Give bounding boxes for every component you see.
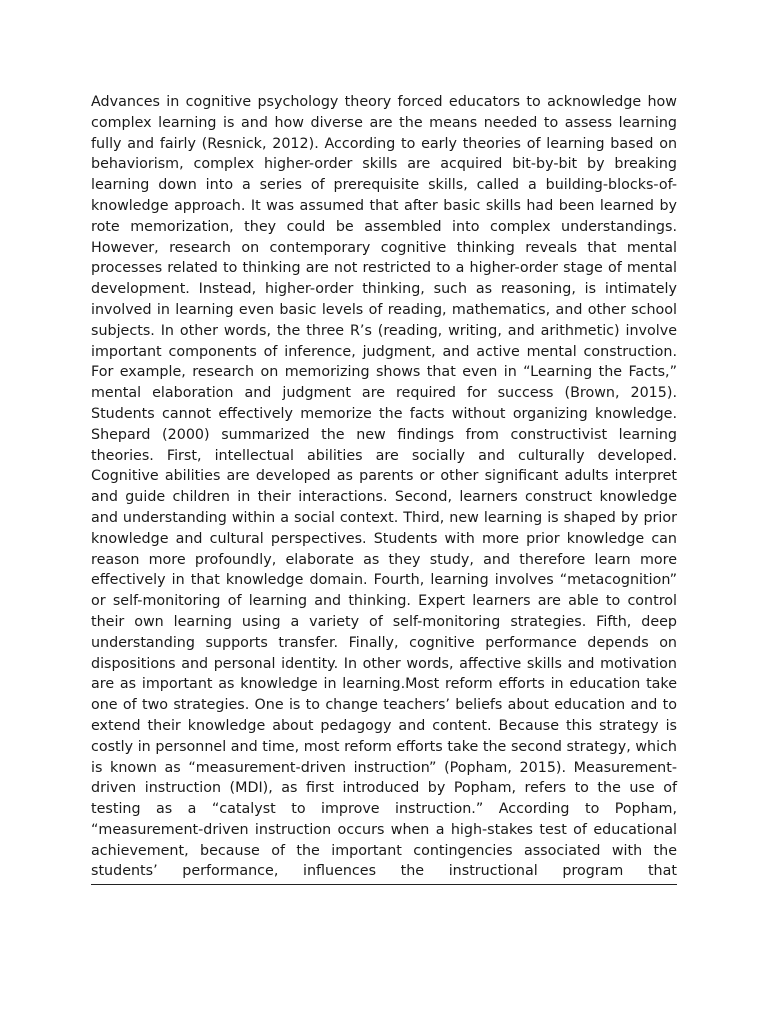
body-paragraph: Advances in cognitive psychology theory forced educators to acknowledge how complex learning is and how diverse are the means needed to assess learning fully and fairly (Resnick, 2012). According to early theories of learning based on behaviorism, complex higher-order skills are acquired bit-by-bit by breaking learning down into a series of prerequisite skills, called a building-blocks-of-knowledge approach. It was assumed that after basic skills had been learned by rote memorization, they could be assembled into complex understandings. However, research on contemporary cognitive thinking reveals that mental processes related to thinking are not restricted to a higher-order stage of mental development. Instead, higher-order thinking, such as reasoning, is intimately involved in learning even basic levels of reading, mathematics, and other school subjects. In other words, the three R’s (reading, writing, and arithmetic) involve important components of inference, judgment, and active mental construction. For example, research on memorizing shows that even in “Learning the Facts,” mental elaboration and judgment are required for success (Brown, 2015). Students cannot effectively memorize the facts without organizing knowledge. Shepard (2000) summarized the new findings from constructivist learning theories. First, intellectual abilities are socially and culturally developed. Cognitive abilities are developed as parents or other significant adults interpret and guide children in their interactions. Second, learners construct knowledge and understanding within a social context. Third, new learning is shaped by prior knowledge and cultural perspectives. Students with more prior knowledge can reason more profoundly, elaborate as they study, and therefore learn more effectively in that knowledge domain. Fourth, learning involves “metacognition” or self-monitoring of learning and thinking. Expert learners are able to control their own learning using a variety of self-monitoring strategies. Fifth, deep understanding supports transfer. Finally, cognitive performance depends on dispositions and personal identity. In other words, affective skills and motivation are as important as knowledge in learning.Most reform efforts in education take one of two strategies. One is to change teachers’ beliefs about education and to extend their knowledge about pedagogy and content. Because this strategy is costly in personnel and time, most reform efforts take the second strategy, which is known as “measurement-driven instruction” (Popham, 2015). Measurement-driven instruction (MDI), as first introduced by Popham, refers to the use of testing as a “catalyst to improve instruction.” According to Popham, “measurement-driven instruction occurs when a high-stakes test of educational achievement, because of the important contingencies associated with the students’ performance, influences the instructional program that <box>91 92 677 885</box>
